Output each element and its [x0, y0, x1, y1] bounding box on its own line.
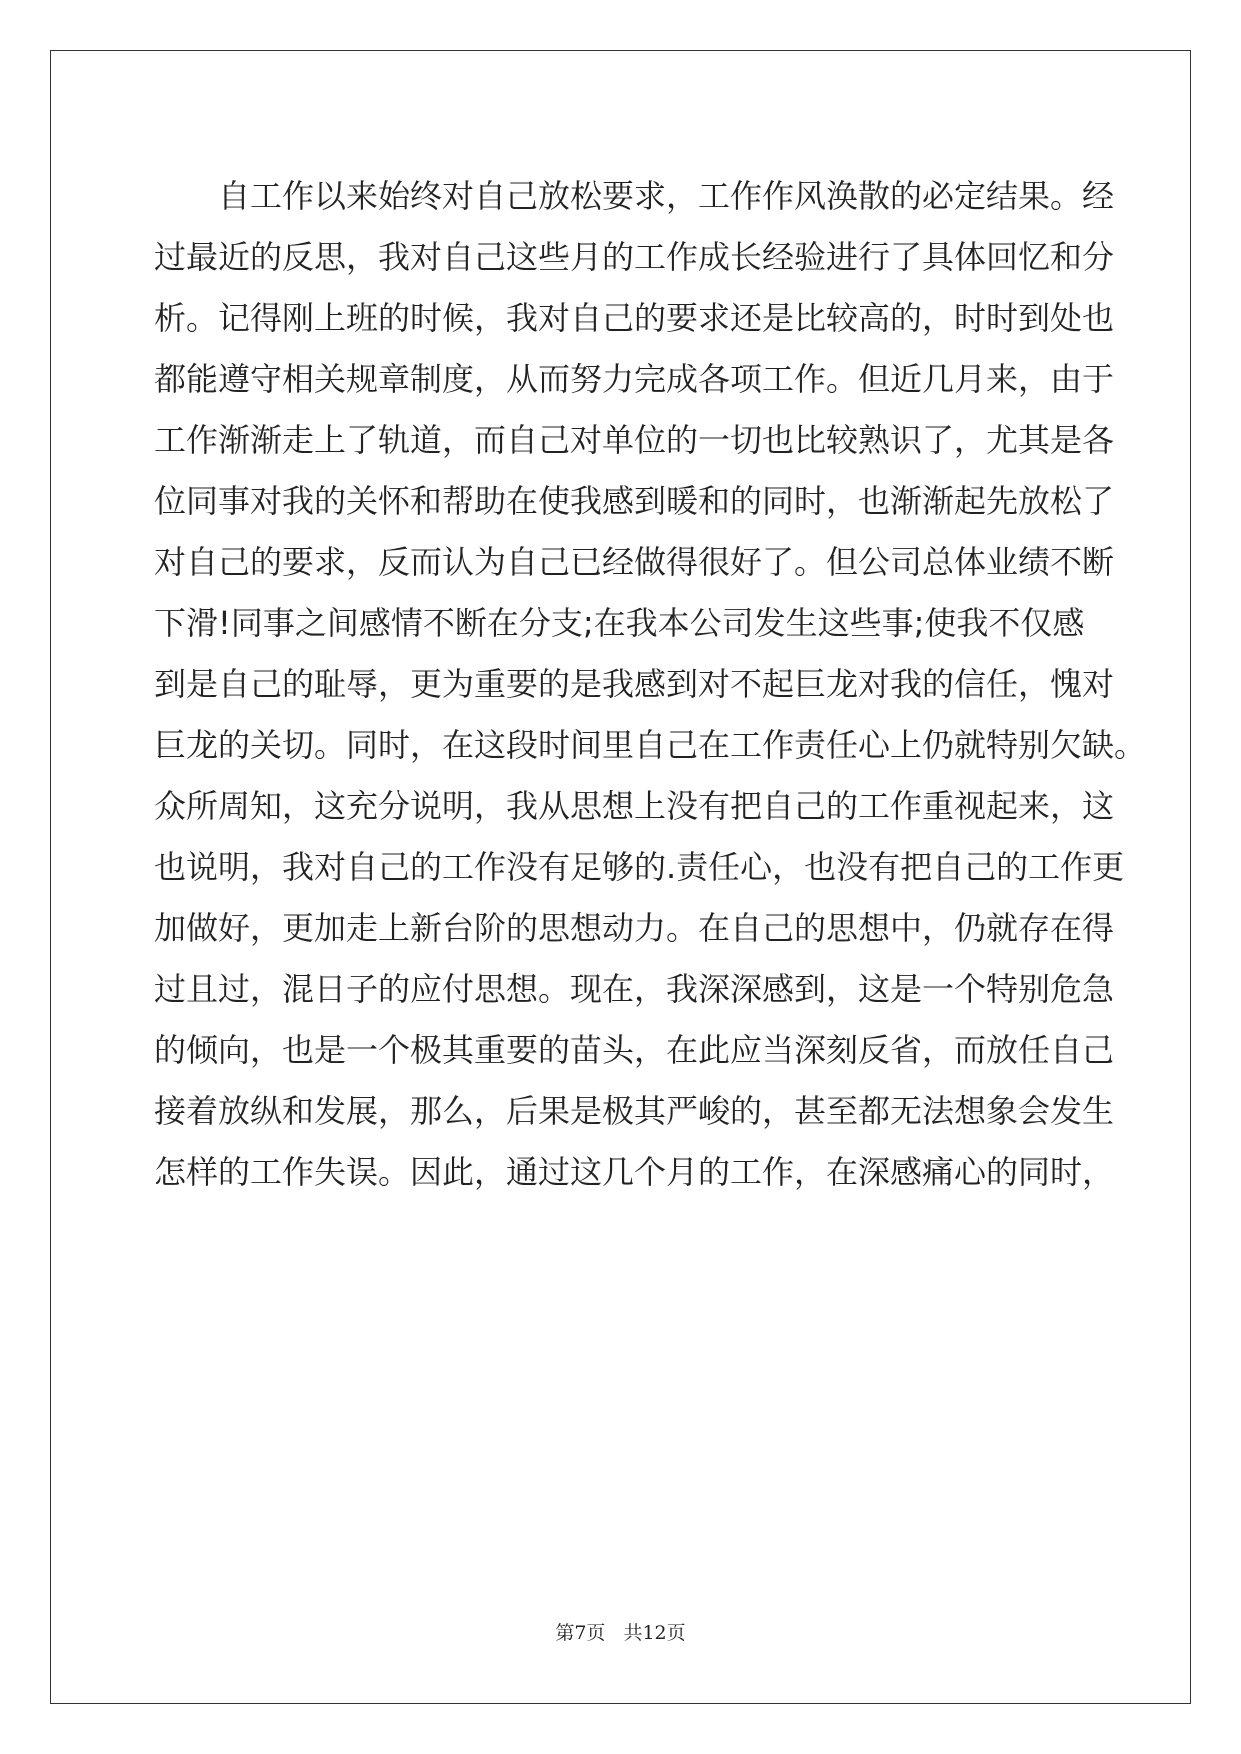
- text-line: 的倾向，也是一个极其重要的苗头，在此应当深刻反省，而放任自己: [154, 1031, 1115, 1069]
- text-line: 加做好，更加走上新台阶的思想动力。在自己的思想中，仍就存在得: [154, 909, 1115, 947]
- text-line: 接着放纵和发展，那么，后果是极其严峻的，甚至都无法想象会发生: [154, 1092, 1115, 1130]
- text-line: 也说明，我对自己的工作没有足够的.责任心，也没有把自己的工作更: [154, 848, 1125, 886]
- text-line: 下滑!同事之间感情不断在分支;在我本公司发生这些事;使我不仅感: [154, 604, 1085, 642]
- text-line: 巨龙的关切。同时，在这段时间里自己在工作责任心上仍就特别欠缺。: [154, 726, 1147, 764]
- page-total: 共12页: [623, 1622, 686, 1644]
- text-line: 位同事对我的关怀和帮助在使我感到暖和的同时，也渐渐起先放松了: [154, 482, 1115, 520]
- text-line: 怎样的工作失误。因此，通过这几个月的工作，在深感痛心的同时，: [154, 1153, 1115, 1191]
- text-line: 都能遵守相关规章制度，从而努力完成各项工作。但近几月来，由于: [154, 360, 1115, 398]
- text-line: 过最近的反思，我对自己这些月的工作成长经验进行了具体回忆和分: [154, 238, 1115, 276]
- text-line: 对自己的要求，反而认为自己已经做得很好了。但公司总体业绩不断: [154, 543, 1115, 581]
- text-line: 自工作以来始终对自己放松要求，工作作风涣散的必定结果。经: [218, 177, 1115, 215]
- text-line: 过且过，混日子的应付思想。现在，我深深感到，这是一个特别危急: [154, 970, 1115, 1008]
- text-line: 析。记得刚上班的时候，我对自己的要求还是比较高的，时时到处也: [154, 299, 1115, 337]
- page-footer: [0, 1618, 1241, 1645]
- text-line: 到是自己的耻辱，更为重要的是我感到对不起巨龙对我的信任，愧对: [154, 665, 1115, 703]
- body-text: [154, 166, 1147, 1203]
- text-line: 工作渐渐走上了轨道，而自己对单位的一切也比较熟识了，尤其是各: [154, 421, 1115, 459]
- page-number: 第7页: [555, 1622, 606, 1644]
- text-line: 众所周知，这充分说明，我从思想上没有把自己的工作重视起来，这: [154, 787, 1115, 825]
